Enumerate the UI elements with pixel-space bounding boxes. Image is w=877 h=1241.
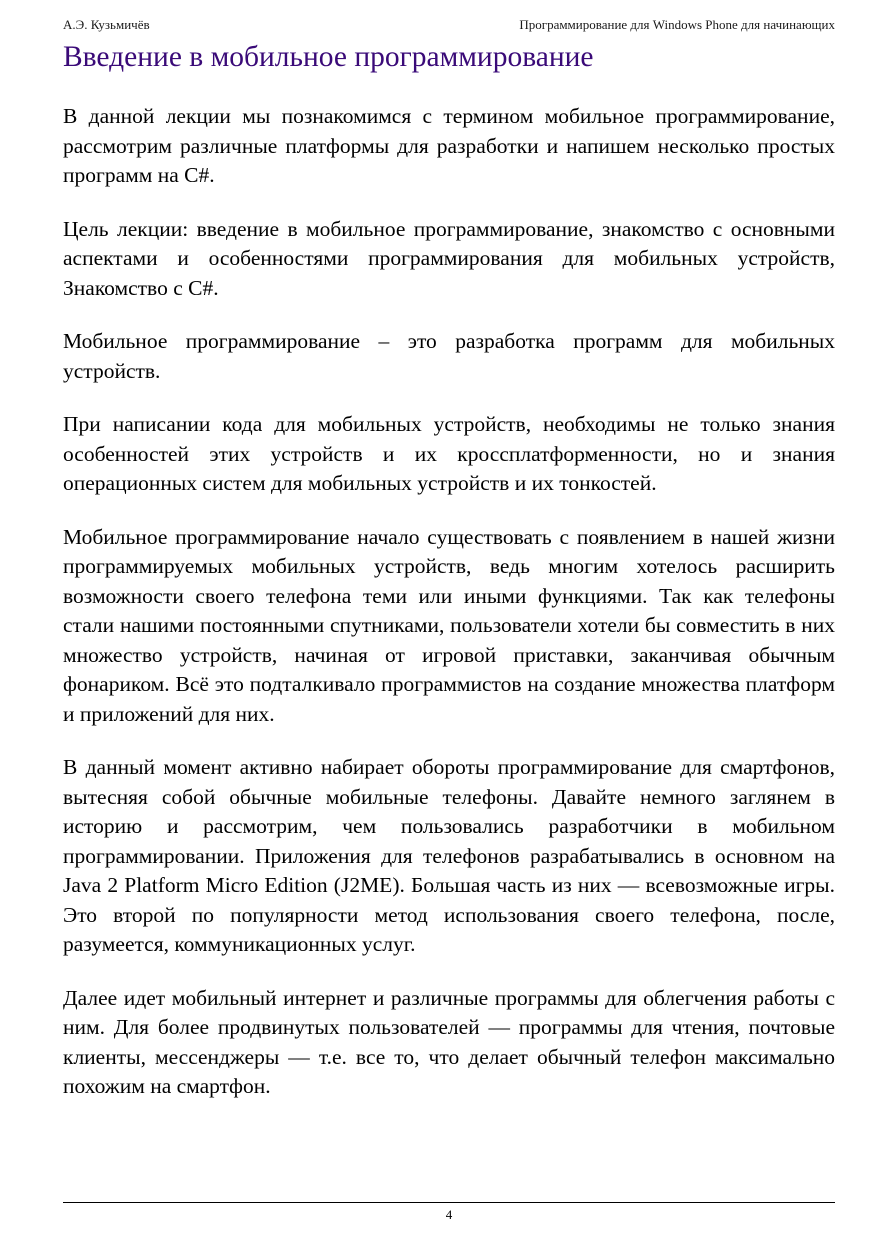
document-page xyxy=(63,0,835,1241)
paragraph-smartphones: В данный момент активно набирает обороты программирование для смартфонов, вытесняя собой обычные мобильные телефоны. Давайте немного заглянем в историю и рассмотрим, чем пользовались разработчики в мобильном программировании. Приложения для телефонов разрабатывались в основном на Java 2 Platform Micro Edition (J2ME). Большая часть из них — всевозможные игры. Это второй по популярности метод использования своего телефона, после, разумеется, коммуникационных услуг. xyxy=(63,755,835,956)
paragraph-goal: Цель лекции: введение в мобильное программирование, знакомство с основными аспектами и особенностями программирования для мобильных устройств, Знакомство с C#. xyxy=(63,216,835,300)
footer-divider xyxy=(63,1202,835,1203)
paragraph-intro: В данной лекции мы познакомимся с термином мобильное программирование, рассмотрим различные платформы для разработки и напишем несколько простых программ на C#. xyxy=(63,104,835,187)
header-author: А.Э. Кузьмичёв xyxy=(63,17,150,32)
paragraph-knowledge: При написании кода для мобильных устройств, необходимы не только знания особенностей этих устройств и их кроссплатформенности, но и знания операционных систем для мобильных устройств и их тонкостей. xyxy=(63,412,835,495)
page-number: 4 xyxy=(445,1207,453,1222)
header-book-title: Программирование для Windows Phone для начинающих xyxy=(519,17,835,32)
body-text xyxy=(63,102,835,1126)
paragraph-definition: Мобильное программирование – это разработка программ для мобильных устройств. xyxy=(63,329,835,383)
paragraph-history: Мобильное программирование начало существовать с появлением в нашей жизни программируемых мобильных устройств, ведь многим хотелось расширить возможности своего телефона теми или иными функциями. Так как телефоны стали нашими постоянными спутниками, пользователи хотели бы совместить в них множество устройств, начиная от игровой приставки, заканчивая обычным фонариком. Всё это подталкивало программистов на создание множества платформ и приложений для них. xyxy=(63,524,835,726)
page-title: Введение в мобильное программирование xyxy=(63,41,594,73)
running-header xyxy=(63,16,835,34)
paragraph-internet: Далее идет мобильный интернет и различные программы для облегчения работы с ним. Для более продвинутых пользователей — программы для чтения, почтовые клиенты, мессенджеры — т.е. все то, что делает обычный телефон максимально похожим на смартфон. xyxy=(63,985,835,1098)
